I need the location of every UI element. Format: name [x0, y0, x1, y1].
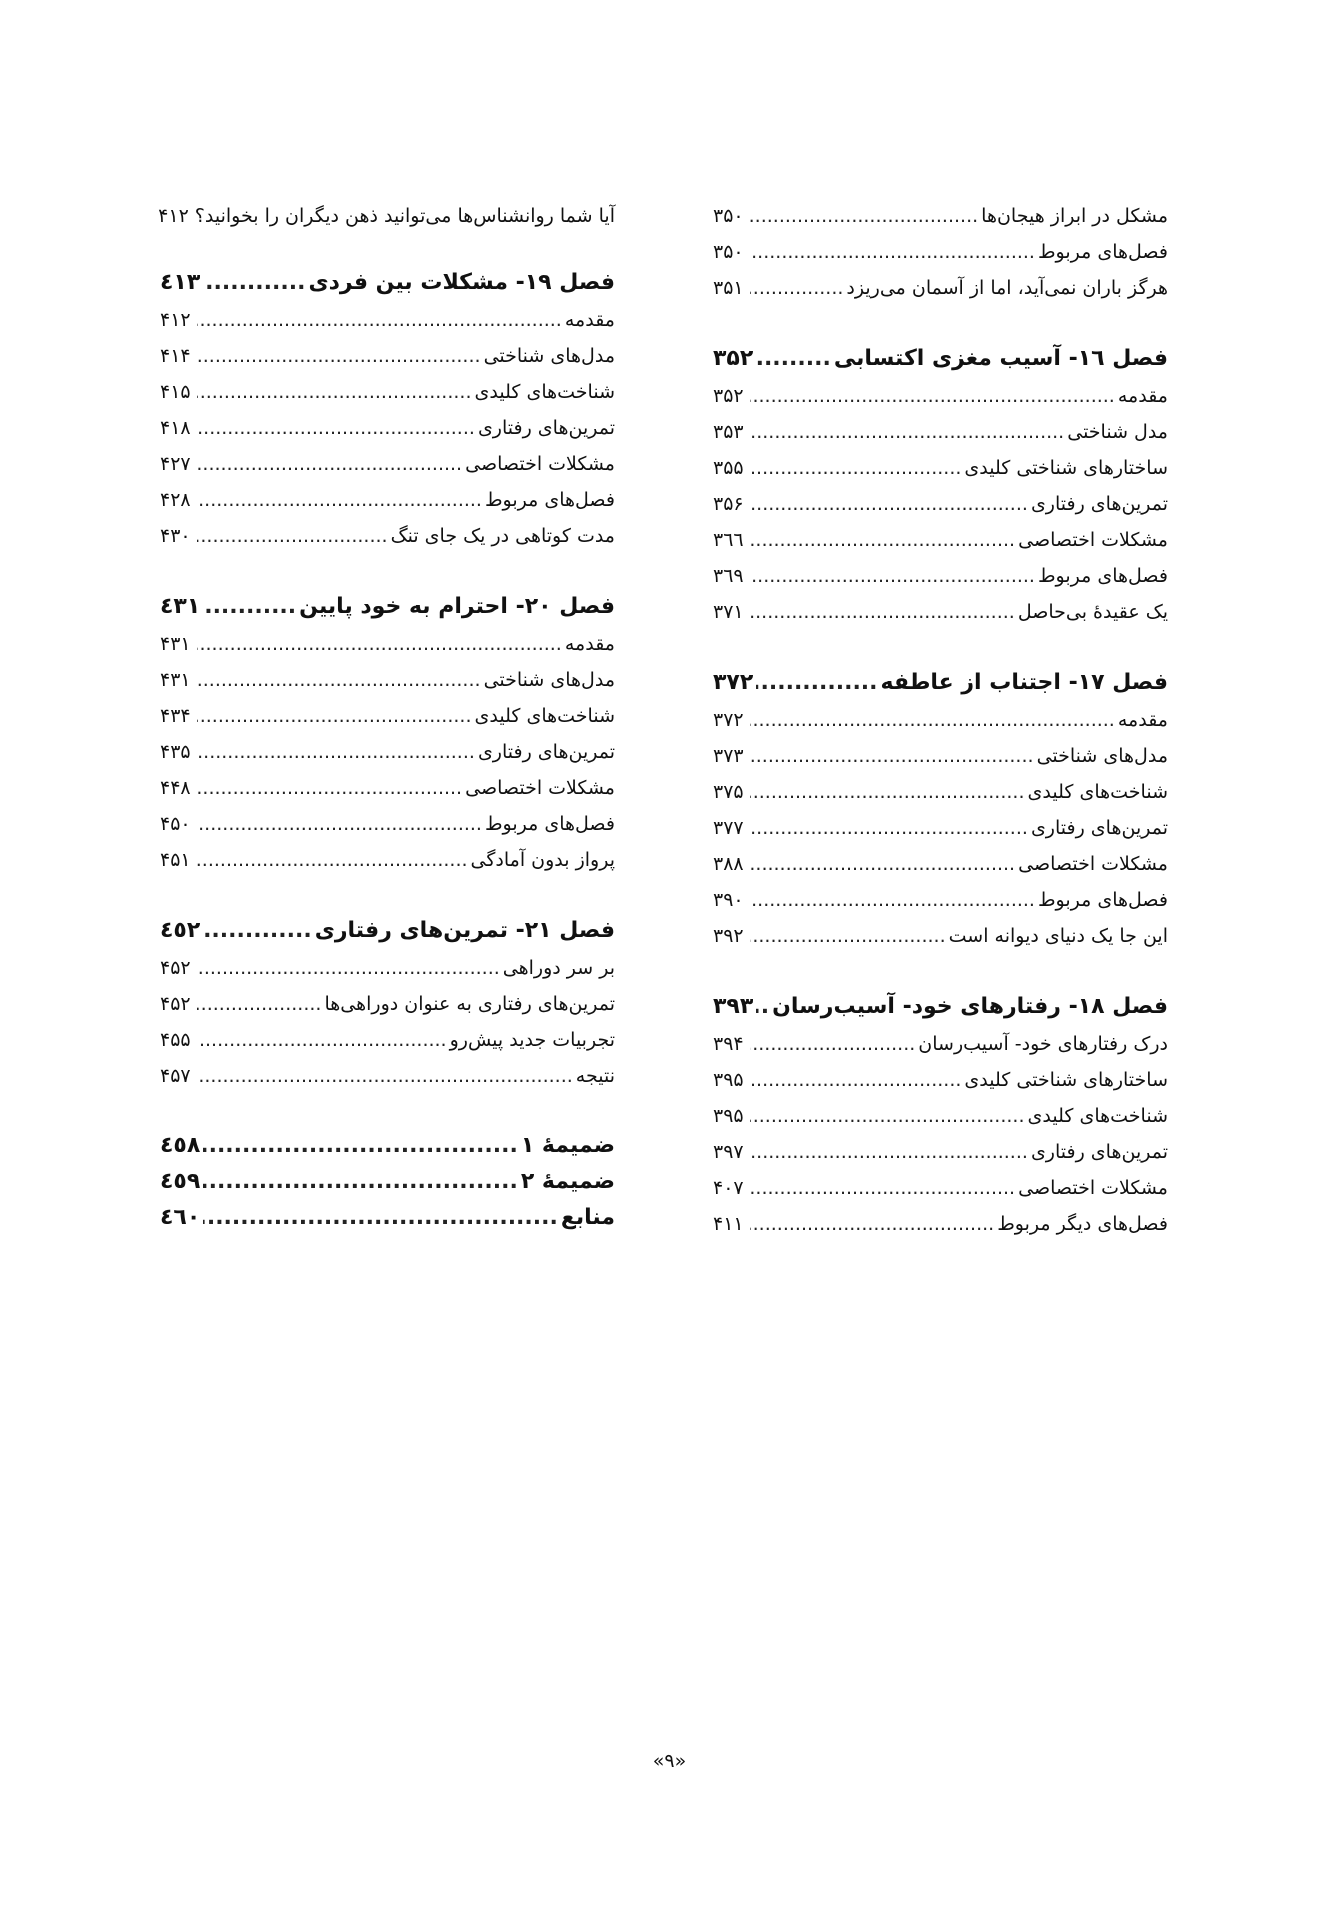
dot-leader	[203, 912, 311, 950]
chapter-18-section	[713, 988, 1168, 1242]
page-number: ٤١٣	[160, 270, 201, 295]
page-number: ۴۱۵	[160, 381, 191, 403]
page-number: ۴۵۵	[160, 1029, 191, 1051]
page-number: ٤٦٠	[160, 1205, 201, 1230]
toc-entry: پرواز بدون آمادگی ..... ۴۵۱	[160, 842, 615, 878]
page-number: ۴۰۷	[713, 1177, 744, 1199]
page-number: ۳٦۹	[713, 565, 744, 587]
page-number: ۳۵۰	[713, 205, 744, 227]
page-number: ۳۷۲	[713, 709, 744, 731]
toc-entry: تجربیات جدید پیش‌رو ..... ۴۵۵	[160, 1022, 615, 1058]
dot-leader	[203, 1164, 518, 1200]
dot-leader	[197, 986, 321, 1022]
page-number: ۴۴۸	[160, 777, 191, 799]
dot-leader	[750, 846, 1015, 882]
toc-entry: درک رفتارهای خود- آسیب‌رسان ..... ۳۹۴	[713, 1026, 1168, 1062]
page-number: ۴۵۷	[160, 1065, 191, 1087]
appendix-entry: ضمیمهٔ ۲ ..... ٤٥٩	[160, 1164, 615, 1200]
toc-entry: مقدمه ..... ۴۱۲	[160, 302, 615, 338]
page-number: ۴۵۲	[160, 993, 191, 1015]
toc-entry: مدل‌های شناختی ..... ۳۷۳	[713, 738, 1168, 774]
toc-entry: شناخت‌های کلیدی ..... ۳۹۵	[713, 1098, 1168, 1134]
appendix-section	[160, 1128, 615, 1236]
page-number: ۳۹۳	[713, 994, 754, 1019]
page-number: ۴۵۲	[160, 957, 191, 979]
page-number: ۳۷۵	[713, 781, 744, 803]
chapter-17-section	[713, 664, 1168, 954]
dot-leader	[750, 270, 843, 306]
toc-entry: مشکلات اختصاصی ..... ۳٦٦	[713, 522, 1168, 558]
toc-entry: مدل شناختی ..... ۳۵۳	[713, 414, 1168, 450]
dot-leader	[750, 234, 1035, 270]
dot-leader	[197, 518, 388, 554]
dot-leader	[750, 774, 1025, 810]
page-number: ۳۵۲	[713, 346, 754, 371]
toc-continued-section	[160, 198, 615, 234]
dot-leader	[197, 374, 472, 410]
toc-entry: مشکلات اختصاصی ..... ۳۸۸	[713, 846, 1168, 882]
chapter-heading: فصل ۲۰- احترام به خود پایین ..... ٤٣١	[160, 588, 615, 626]
page-number: ۳۵۲	[713, 385, 744, 407]
toc-entry: مشکلات اختصاصی ..... ۴۰۷	[713, 1170, 1168, 1206]
toc-entry: فصل‌های مربوط ..... ۴۲۸	[160, 482, 615, 518]
page-number: ۴۱۲	[160, 309, 191, 331]
dot-leader	[197, 446, 462, 482]
toc-entry: فصل‌های مربوط ..... ۳٦۹	[713, 558, 1168, 594]
dot-leader	[197, 842, 468, 878]
dot-leader	[750, 1170, 1015, 1206]
toc-entry: شناخت‌های کلیدی ..... ۳۷۵	[713, 774, 1168, 810]
toc-entry: مقدمه ..... ۴۳۱	[160, 626, 615, 662]
dot-leader	[197, 482, 482, 518]
toc-entry: تمرین‌های رفتاری ..... ۳۹۷	[713, 1134, 1168, 1170]
dot-leader	[197, 338, 481, 374]
toc-entry: فصل‌های مربوط ..... ۴۵۰	[160, 806, 615, 842]
page-number: ۴۵۱	[160, 849, 191, 871]
dot-leader	[750, 450, 961, 486]
page-number: ٤٣١	[160, 594, 201, 619]
dot-leader	[750, 918, 946, 954]
page-number: ۳۷۳	[713, 745, 744, 767]
toc-entry: مدت کوتاهی در یک جای تنگ ..... ۴۳۰	[160, 518, 615, 554]
page-number: ۴۱۴	[160, 345, 191, 367]
toc-entry: مشکلات اختصاصی ..... ۴۲۷	[160, 446, 615, 482]
dot-leader	[203, 1128, 518, 1164]
dot-leader	[750, 522, 1015, 558]
dot-leader	[750, 1134, 1028, 1170]
dot-leader	[750, 738, 1034, 774]
toc-entry: مشکل در ابراز هیجان‌ها ..... ۳۵۰	[713, 198, 1168, 234]
toc-entry: نتیجه ..... ۴۵۷	[160, 1058, 615, 1094]
dot-leader	[203, 264, 305, 302]
dot-leader	[197, 770, 462, 806]
page-number: ۴۵۰	[160, 813, 191, 835]
toc-continued-section	[713, 198, 1168, 306]
toc-entry: ساختارهای شناختی کلیدی ..... ۳۵۵	[713, 450, 1168, 486]
page-number: ۳۵۰	[713, 241, 744, 263]
toc-entry: تمرین‌های رفتاری ..... ۳۵۶	[713, 486, 1168, 522]
page-number: ۳۷۱	[713, 601, 744, 623]
dot-leader	[750, 198, 978, 234]
page-number: ۳۵۳	[713, 421, 744, 443]
dot-leader	[756, 988, 769, 1026]
toc-entry: هرگز باران نمی‌آید، اما از آسمان می‌ریزد ..... ۳۵۱	[713, 270, 1168, 306]
dot-leader	[750, 378, 1115, 414]
page-number: ۴۱۱	[713, 1213, 744, 1235]
chapter-heading: فصل ۲۱- تمرین‌های رفتاری ..... ٤٥٢	[160, 912, 615, 950]
toc-entry: تمرین‌های رفتاری ..... ۳۷۷	[713, 810, 1168, 846]
toc-entry: مدل‌های شناختی ..... ۴۳۱	[160, 662, 615, 698]
page-number: ۳۵۶	[713, 493, 744, 515]
page-number: ۳۸۸	[713, 853, 744, 875]
chapter-20-section	[160, 588, 615, 878]
appendix-entry: ضمیمهٔ ۱ ..... ٤٥٨	[160, 1128, 615, 1164]
dot-leader	[750, 1026, 915, 1062]
page-number: ۳۵۱	[713, 277, 744, 299]
dot-leader	[750, 1098, 1025, 1134]
page-number: ٤٥٩	[160, 1169, 201, 1194]
toc-entry: مشکلات اختصاصی ..... ۴۴۸	[160, 770, 615, 806]
page-number: ۴۱۲	[158, 205, 189, 227]
chapter-heading: فصل ۱۹- مشکلات بین فردی ..... ٤١٣	[160, 264, 615, 302]
toc-entry: شناخت‌های کلیدی ..... ۴۳۴	[160, 698, 615, 734]
dot-leader	[197, 626, 562, 662]
toc-entry: فصل‌های مربوط ..... ۳۹۰	[713, 882, 1168, 918]
dot-leader	[750, 594, 1015, 630]
page-number: ۴۲۸	[160, 489, 191, 511]
chapter-19-section	[160, 264, 615, 554]
dot-leader	[750, 1206, 994, 1242]
dot-leader	[750, 558, 1035, 594]
page-number: ۴۳۱	[160, 633, 191, 655]
page-number: ۳۷۲	[713, 670, 754, 695]
dot-leader	[750, 702, 1115, 738]
dot-leader	[750, 810, 1028, 846]
page-number: ۳٦٦	[713, 529, 744, 551]
toc-entry: این جا یک دنیای دیوانه است ..... ۳۹۲	[713, 918, 1168, 954]
page-number: ۴۳۱	[160, 669, 191, 691]
chapter-heading: فصل ۱٦- آسیب مغزی اکتسابی ..... ۳۵۲	[713, 340, 1168, 378]
toc-right-column	[713, 198, 1168, 1276]
page-number: ۳۹۰	[713, 889, 744, 911]
dot-leader	[197, 698, 472, 734]
dot-leader	[197, 1022, 447, 1058]
dot-leader	[750, 882, 1035, 918]
dot-leader	[197, 734, 475, 770]
chapter-16-section	[713, 340, 1168, 630]
page-number: ۳۵۵	[713, 457, 744, 479]
chapter-heading: فصل ۱۸- رفتارهای خود- آسیب‌رسان ..... ۳۹۳	[713, 988, 1168, 1026]
toc-entry: یک عقیدهٔ بی‌حاصل ..... ۳۷۱	[713, 594, 1168, 630]
dot-leader	[197, 1058, 573, 1094]
chapter-21-section	[160, 912, 615, 1094]
page-number: ٤٥٢	[160, 918, 201, 943]
dot-leader	[203, 1200, 558, 1236]
toc-entry: مقدمه ..... ۳۷۲	[713, 702, 1168, 738]
toc-entry: فصل‌های مربوط ..... ۳۵۰	[713, 234, 1168, 270]
toc-entry: تمرین‌های رفتاری ..... ۴۱۸	[160, 410, 615, 446]
page-number: ۴۱۸	[160, 417, 191, 439]
dot-leader	[197, 806, 482, 842]
page-number: ۳۹۷	[713, 1141, 744, 1163]
page-number: ۳۷۷	[713, 817, 744, 839]
dot-leader	[756, 340, 831, 378]
dot-leader	[750, 414, 1064, 450]
page-number: ۴۳۴	[160, 705, 191, 727]
toc-entry: تمرین‌های رفتاری ..... ۴۳۵	[160, 734, 615, 770]
dot-leader	[750, 1062, 961, 1098]
toc-entry: تمرین‌های رفتاری به عنوان دوراهی‌ها ..... ۴۵۲	[160, 986, 615, 1022]
toc-entry: ساختارهای شناختی کلیدی ..... ۳۹۵	[713, 1062, 1168, 1098]
toc-entry: آیا شما روانشناس‌ها می‌توانید ذهن دیگران را بخوانید؟ ۴۱۲	[160, 198, 615, 234]
dot-leader	[197, 662, 481, 698]
dot-leader	[750, 486, 1028, 522]
page-number: ۳۹۲	[713, 925, 744, 947]
page-number: ۳۹۵	[713, 1069, 744, 1091]
chapter-heading: فصل ۱۷- اجتناب از عاطفه ..... ۳۷۲	[713, 664, 1168, 702]
page-number: ۴۳۵	[160, 741, 191, 763]
references-entry: منابع ..... ٤٦٠	[160, 1200, 615, 1236]
page-number: ۴۳۰	[160, 525, 191, 547]
toc-entry: مدل‌های شناختی ..... ۴۱۴	[160, 338, 615, 374]
toc-entry: فصل‌های دیگر مربوط ..... ۴۱۱	[713, 1206, 1168, 1242]
toc-entry: مقدمه ..... ۳۵۲	[713, 378, 1168, 414]
toc-entry: شناخت‌های کلیدی ..... ۴۱۵	[160, 374, 615, 410]
dot-leader	[197, 950, 500, 986]
page-footer-number: «۹»	[652, 1750, 687, 1772]
dot-leader	[203, 588, 296, 626]
dot-leader	[197, 302, 562, 338]
page-number: ۳۹۴	[713, 1033, 744, 1055]
dot-leader	[756, 664, 877, 702]
toc-left-column	[160, 198, 615, 1270]
page-number: ٤٥٨	[160, 1133, 201, 1158]
page-number: ۴۲۷	[160, 453, 191, 475]
toc-entry: بر سر دوراهی ..... ۴۵۲	[160, 950, 615, 986]
dot-leader	[197, 410, 475, 446]
page-number: ۳۹۵	[713, 1105, 744, 1127]
